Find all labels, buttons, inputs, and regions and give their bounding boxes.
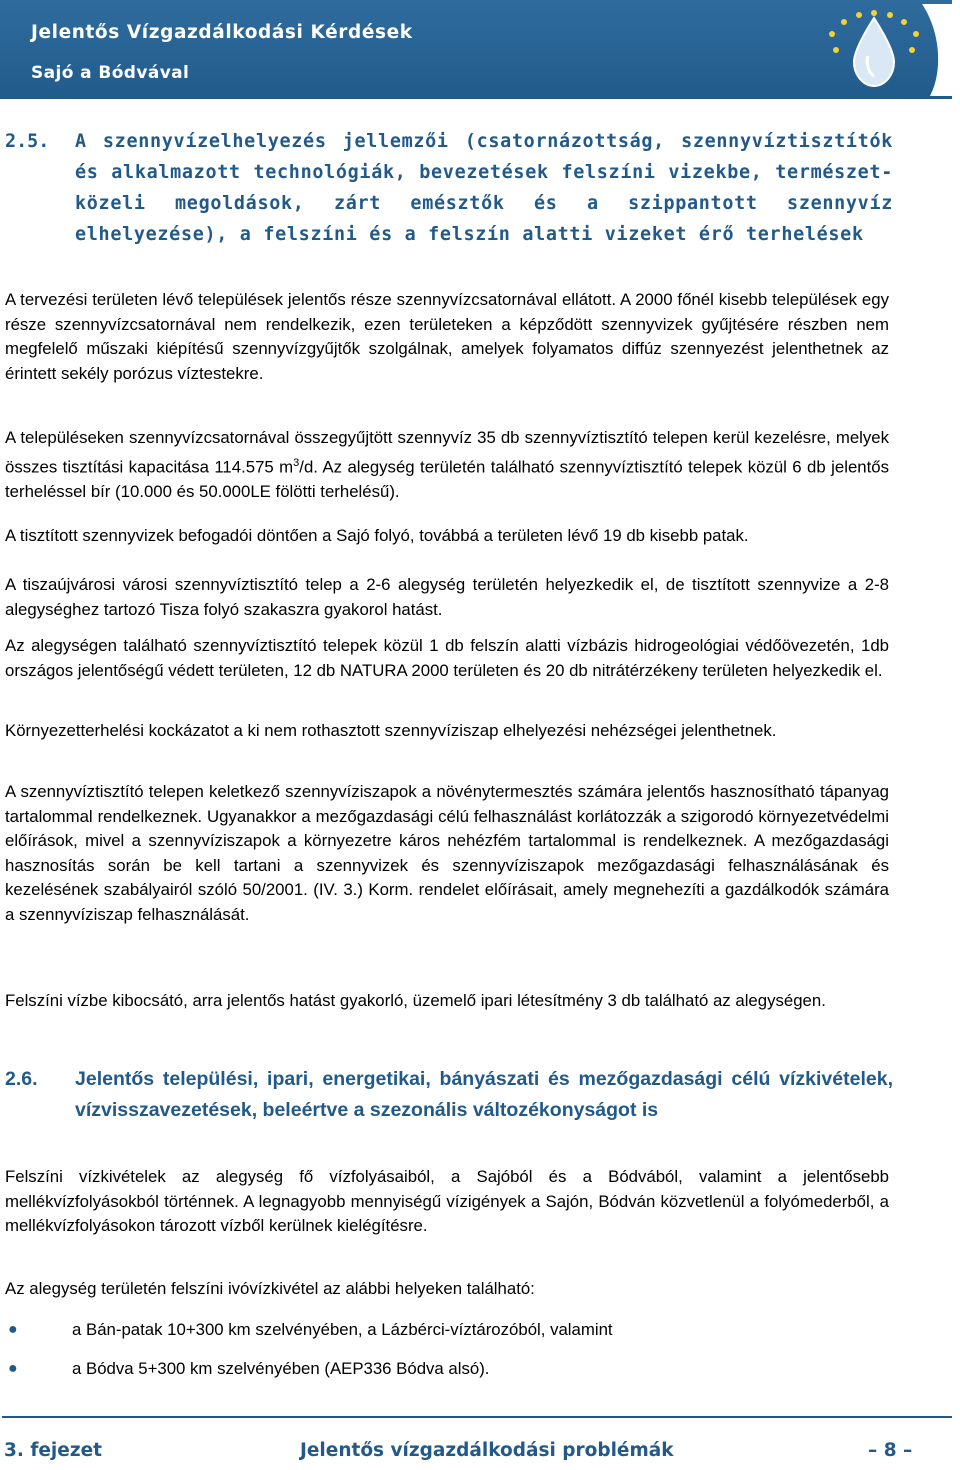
- paragraph: Felszíni vízbe kibocsátó, arra jelentős hatást gyakorló, üzemelő ipari létesítmény 3 db található az alegységen.: [5, 991, 826, 1010]
- paragraph-text: /d. Az alegység területén található szennyvíztisztító telepek közül 6 db jelentős terheléssel bír (10.000 és 50.000LE fölötti terhelésű).: [5, 457, 889, 501]
- paragraph: A tiszaújvárosi városi szennyvíztisztító telep a 2-6 alegység területén helyezkedik el, de tisztított szennyvize a 2-8 alegységhez tartozó Tisza folyó szakaszra gyakorol hatást.: [5, 575, 889, 619]
- section-number: 2.6.: [5, 1068, 38, 1090]
- water-drop-bullet-icon: ●: [8, 1360, 18, 1377]
- eu-water-drop-logo-icon: [812, 4, 952, 96]
- section-title: Jelentős települési, ipari, energetikai, bányászati és mezőgazdasági célú vízkivételek, vízvisszavezetések, beleértve a szezonális változékonyságot is: [75, 1068, 893, 1121]
- section-2-6-heading: [5, 1064, 895, 1159]
- paragraph: Az alegységen található szennyvíztisztító telepek közül 1 db felszín alatti vízbázis hidrogeológiai védőövezetén, 1db országos jelentőségű védett területen, 12 db NATURA 2000 területen és 20 db nitrátérzékeny területen helyezkedik el.: [5, 636, 889, 680]
- header-title: Jelentős Vízgazdálkodási Kérdések: [31, 22, 413, 43]
- paragraph: Felszíni vízkivételek az alegység fő vízfolyásaiból, a Sajóból és a Bódvából, valamint a jelentősebb mellékvízfolyásokból történnek. A legnagyobb mennyiségű vízigények a Sajón, Bódván közvetlenül a folyómederből, a mellékvízfolyásokon tározott vízből kerülnek kielégítésre.: [5, 1167, 889, 1236]
- list-item-text: a Bán-patak 10+300 km szelvényében, a Lázbérci-víztározóból, valamint: [72, 1320, 613, 1339]
- header-subtitle: Sajó a Bódvával: [31, 63, 190, 83]
- paragraph: Az alegység területén felszíni ivóvízkivétel az alábbi helyeken található:: [5, 1279, 535, 1298]
- footer-title: Jelentős vízgazdálkodási problémák: [300, 1440, 674, 1461]
- superscript: 3: [293, 456, 300, 469]
- page-header: [0, 0, 952, 99]
- paragraph: A szennyvíztisztító telepen keletkező szennyvíziszapok a növénytermesztés számára jelentős hasznosítható tápanyag tartalommal rendelkeznek. Ugyanakkor a mezőgazdasági célú felhasználást korlátozzák a szigorodó környezetvédelmi előírások, mivel a szennyvíziszapok a környezetre káros nehézfém tartalommal is rendelkeznek. A mezőgazdasági hasznosítás során be kell tartani a szennyvizek és szennyvíziszapok mezőgazdasági felhasználásának és kezelésének szabályairól szóló 50/2001. (IV. 3.) Korm. rendelet előírásait, amely megnehezíti a gazdálkodók számára a szennyvíziszap felhasználását.: [5, 782, 889, 924]
- paragraph: A tisztított szennyvizek befogadói döntően a Sajó folyó, továbbá a területen lévő 19 db kisebb patak.: [5, 526, 749, 545]
- section-number: 2.5.: [5, 131, 50, 152]
- paragraph-text: A településeken szennyvízcsatornával összegyűjtött szennyvíz 35 db szennyvíztisztító telepen kerül kezelésre, melyek összes tisztítási kapacitása 114.575 m: [5, 428, 889, 477]
- paragraph: A tervezési területen lévő települések jelentős része szennyvízcsatornával ellátott. A 2000 főnél kisebb települések egy része szennyvízcsatornával nem rendelkezik, ezen területeken a képződött szennyvizek gyűjtésére részben nem megfelelő műszaki kiépítésű szennyvízgyűjtők szolgálnak, amelyek folyamatos diffúz szennyezést jelenthetnek az érintett sekély porózus víztestekre.: [5, 290, 889, 383]
- page-number: – 8 –: [868, 1440, 913, 1461]
- paragraph: [5, 426, 889, 504]
- footer-divider: [2, 1416, 952, 1418]
- footer-chapter: 3. fejezet: [4, 1440, 102, 1461]
- list-item-text: a Bódva 5+300 km szelvényében (AEP336 Bódva alsó).: [72, 1359, 490, 1378]
- section-2-5-heading: [5, 126, 895, 286]
- water-drop-bullet-icon: ●: [8, 1321, 18, 1338]
- paragraph: Környezetterhelési kockázatot a ki nem rothasztott szennyvíziszap elhelyezési nehézségei jelenthetnek.: [5, 721, 777, 740]
- section-title: A szennyvízelhelyezés jellemzői (csatornázottság, szennyvíztisztítók és alkalmazott technológiák, bevezetések felszíni vizekbe, természet-közeli megoldások, zárt emésztők és a szippantott szennyvíz elhelyezése), a felszíni és a felszín alatti vizeket érő terhelések: [75, 131, 893, 245]
